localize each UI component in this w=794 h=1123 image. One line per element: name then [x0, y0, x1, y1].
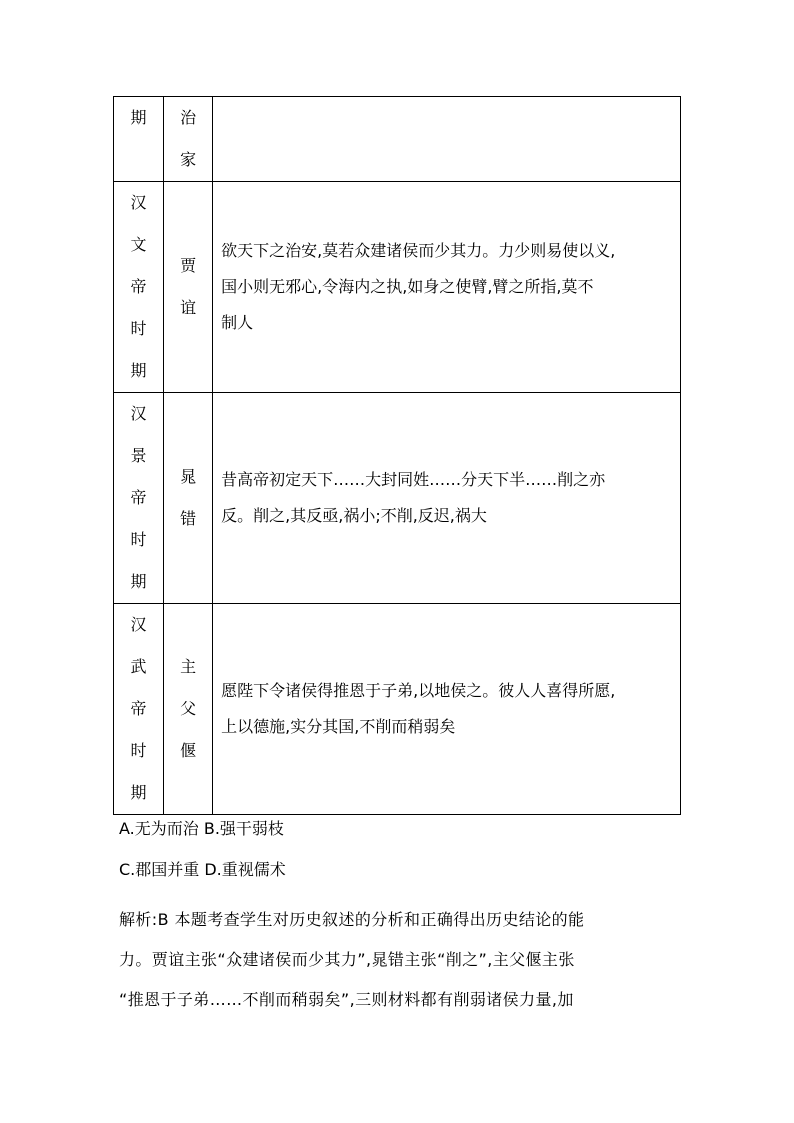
period-char: 帝 [130, 488, 147, 507]
quote-cell [213, 604, 681, 815]
person-char: 贾 [180, 256, 197, 275]
person-char: 偃 [180, 741, 197, 760]
person-char: 错 [180, 509, 197, 528]
table-row [114, 97, 681, 182]
quote-cell [213, 182, 681, 393]
period-char: 期 [130, 572, 147, 591]
quote-line: 欲天下之治安,莫若众建诸侯而少其力。力少则易使以义, [221, 241, 616, 260]
analysis-line: 力。贾谊主张“众建诸侯而少其力”,晁错主张“削之”,主父偃主张 [119, 950, 575, 969]
person-char: 晁 [180, 467, 197, 486]
person-char: 家 [180, 150, 197, 169]
person-char: 父 [180, 699, 197, 718]
quote-cell [213, 97, 681, 182]
quote-line: 制人 [221, 313, 254, 332]
history-table [113, 96, 681, 815]
period-char: 帝 [130, 277, 147, 296]
person-char: 谊 [180, 298, 197, 317]
analysis-line: 解析:B 本题考查学生对历史叙述的分析和正确得出历史结论的能 [119, 910, 585, 929]
period-char: 汉 [130, 615, 147, 634]
analysis-paragraph [119, 900, 679, 1020]
table-row [114, 393, 681, 604]
table-row [114, 604, 681, 815]
quote-cell [213, 393, 681, 604]
person-char: 主 [180, 657, 197, 676]
period-cell [114, 393, 164, 604]
period-cell [114, 182, 164, 393]
period-char: 武 [130, 657, 147, 676]
person-cell [164, 182, 213, 393]
period-char: 景 [130, 446, 147, 465]
period-char: 期 [130, 361, 147, 380]
period-char: 汉 [130, 404, 147, 423]
quote-line: 昔高帝初定天下……大封同姓……分天下半……削之亦 [221, 470, 606, 489]
period-char: 时 [130, 530, 147, 549]
quote-line: 反。削之,其反亟,祸小;不削,反迟,祸大 [221, 506, 487, 525]
table-row [114, 182, 681, 393]
person-char: 治 [180, 108, 197, 127]
option-line-ab: A.无为而治 B.强干弱枝 [119, 819, 284, 838]
period-char: 期 [130, 783, 147, 802]
period-char: 时 [130, 319, 147, 338]
quote-line: 愿陛下令诸侯得推恩于子弟,以地侯之。彼人人喜得所愿, [221, 681, 616, 700]
person-cell [164, 97, 213, 182]
period-cell [114, 604, 164, 815]
period-char: 期 [130, 108, 147, 127]
person-cell [164, 604, 213, 815]
person-cell [164, 393, 213, 604]
analysis-line: “推恩于子弟……不削而稍弱矣”,三则材料都有削弱诸侯力量,加 [119, 990, 574, 1009]
quote-line: 国小则无邪心,令海内之执,如身之使臂,臂之所指,莫不 [221, 277, 594, 296]
period-cell [114, 97, 164, 182]
period-char: 时 [130, 741, 147, 760]
option-line-cd: C.郡国并重 D.重视儒术 [119, 860, 286, 879]
period-char: 汉 [130, 193, 147, 212]
period-char: 帝 [130, 699, 147, 718]
quote-line: 上以德施,实分其国,不削而稍弱矣 [221, 717, 456, 736]
period-char: 文 [130, 235, 147, 254]
